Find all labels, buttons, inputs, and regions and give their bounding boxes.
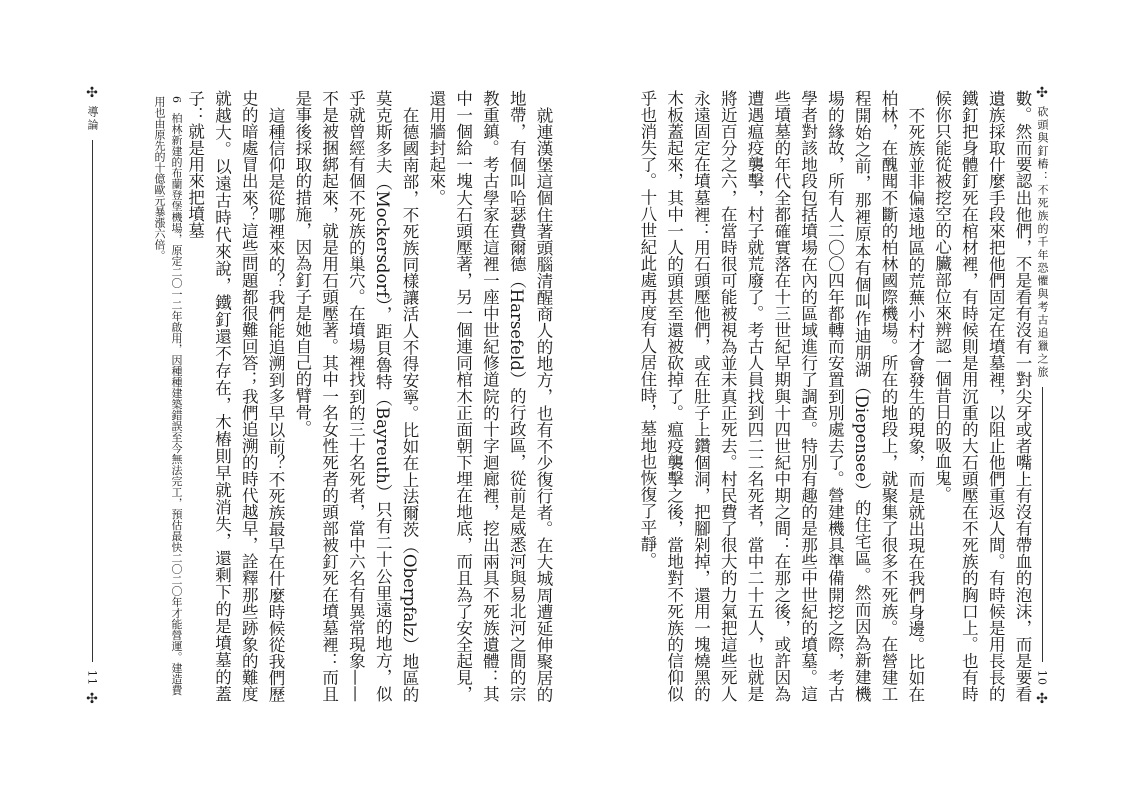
paragraph: 在德國南部，不死族同樣讓活人不得安寧。比如在上法爾茨（Oberpfalz）地區的莫克斯多夫（Mockersdorf），距貝魯特（Bayreuth）只有二十公里遠的地方，似乎就曾經有個不死族的巢穴。在墳場裡找到的三十名死者，當中六名有異常現象——不是被捆綁起來，就是用石頭壓著。其中一名女性死者的頭部被釘死在墳墓裡：而且是事後採取的措施，因為釘子是她自己的臂骨。	[292, 90, 420, 702]
ornament-icon: ✣	[86, 85, 98, 101]
ornament-icon: ✣	[86, 691, 98, 707]
page-number-left: 11	[85, 670, 99, 686]
header-rule	[92, 140, 93, 662]
ornament-icon: ✣	[1036, 691, 1048, 707]
left-running-head	[80, 86, 104, 706]
paragraph: 數。然而要認出他們，不是看有沒有一對尖牙或者嘴上有沒有帶血的泡沫，而是要看遺族採取什麼手段來把他們固定在墳墓裡，以阻止他們重返人間。有時候是用長長的鐵釘把身體釘死在棺材裡，有時候則是用沉重的大石頭壓在不死族的胸口上。也有時候你只能從被挖空的心臟部位來辨認一個昔日的吸血鬼。	[932, 90, 1032, 702]
footnote-text: 柏林新建的布蘭登堡機場，原定二〇一二年啟用，因種種建築錯誤至今無法完工，預估最快二〇二〇年才能營運。建造費用也由原先的十億歐元暴漲六倍。	[153, 96, 183, 696]
header-rule	[1042, 387, 1043, 662]
paragraph: 不死族並非偏遠地區的荒蕪小村才會發生的現象，而是就出現在我們身邊。比如在柏林，在醜聞不斷的柏林國際機場。所在的地段上，就聚集了很多不死族。在營建工程開始之前，那裡原本有個叫作迪朋湖（Diepensee）的住宅區。然而因為新建機場的緣故，所有人二〇〇四年都轉而安置到別處去了。營建機具準備開挖之際，考古學者對該地段包括墳場在內的區域進行了調查。特別有趣的是那些中世紀的墳墓。這些墳墓的年代全都確實落在十三世紀早期與十四世紀中期之間：在那之後，或許因為遭遇瘟疫襲擊，村子就荒廢了。考古人員找到四二二名死者，當中二十五人，也就是將近百分之六，在當時很可能被視為並未真正死去。村民費了很大的力氣把這些死人永遠固定在墳墓裡：用石頭壓他們，或在肚子上鑽個洞，把腳剁掉，還用一塊燒黑的木板蓋起來，其中一人的頭甚至還被砍掉了。瘟疫襲擊之後，當地對不死族的信仰似乎也消失了。十八世紀此處再度有人居住時，墓地也恢復了平靜。	[637, 90, 925, 702]
book-title-header: 砍頭與釘樁：不死族的千年恐懼與考古追獵之旅	[1036, 106, 1049, 379]
footnote-number: 6	[170, 96, 183, 103]
right-body-text	[637, 90, 1035, 702]
footnote	[145, 96, 185, 696]
page-number-right: 10	[1035, 670, 1049, 686]
ornament-icon: ✣	[1036, 85, 1048, 101]
chapter-title-header: 導論	[86, 106, 99, 132]
paragraph: 就連漢堡這個住著頭腦清醒商人的地方，也有不少復行者。在大城周遭延伸聚居的地帶，有個叫哈瑟費爾德（Harsefeld）的行政區，從前是威悉河與易北河之間的宗教重鎮。考古學家在這裡一座中世紀修道院的十字迴廊裡，挖出兩具不死族遺體：其中一個給一塊大石頭壓著，另一個連同棺木正面朝下埋在地底，而且為了安全起見，還用牆封起來。	[426, 90, 553, 702]
left-body-text	[185, 90, 556, 702]
paragraph: 這種信仰是從哪裡來的？我們能追溯到多早以前？不死族最早在什麼時候從我們歷史的暗處冒出來？這些問題都很難回答；我們追溯的時代越早，詮釋那些跡象的難度就越大。以遠古時代來說，鐵釘還不存在，木樁則早就消失，還剩下的是墳墓的蓋子：就是用來把墳墓	[185, 90, 286, 702]
